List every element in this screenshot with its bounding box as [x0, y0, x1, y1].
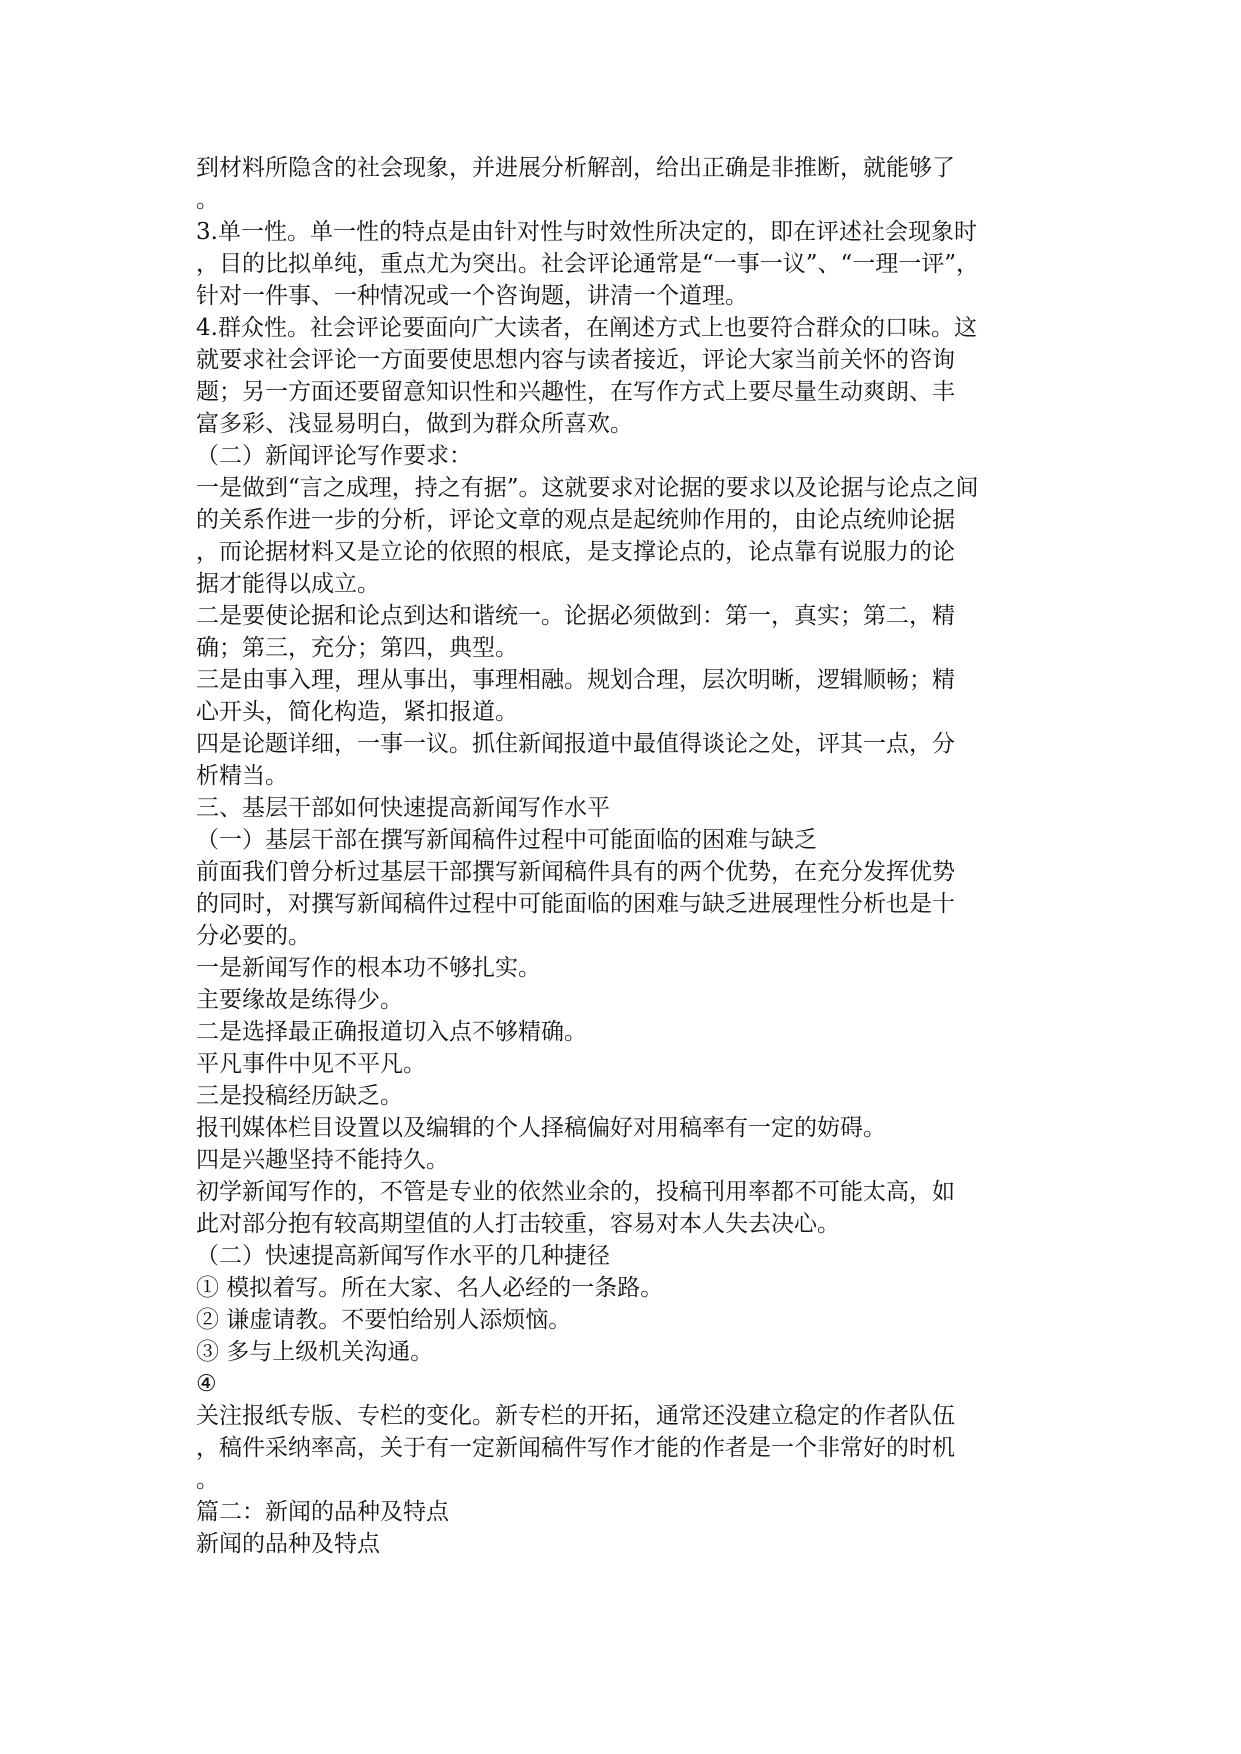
list-item: ② 谦虚请教。不要怕给别人添烦恼。 — [196, 1307, 572, 1333]
section-heading: （一）基层干部在撰写新闻稿件过程中可能面临的困难与缺乏 — [196, 827, 817, 853]
text-line: ，而论据材料又是立论的依照的根底，是支撑论点的，论点靠有说服力的论 — [196, 539, 955, 565]
text-line: 此对部分抱有较高期望值的人打击较重，容易对本人失去决心。 — [196, 1211, 840, 1237]
text-line: 四是兴趣坚持不能持久。 — [196, 1147, 449, 1173]
list-item: ① 模拟着写。所在大家、名人必经的一条路。 — [196, 1275, 664, 1301]
text-line: 前面我们曾分析过基层干部撰写新闻稿件具有的两个优势，在充分发挥优势 — [196, 859, 955, 885]
text-line: 心开头，简化构造，紧扣报道。 — [196, 699, 518, 725]
text-line: 。 — [196, 187, 219, 213]
text-line: 确；第三，充分；第四，典型。 — [196, 635, 518, 661]
text-line: 初学新闻写作的，不管是专业的依然业余的，投稿刊用率都不可能太高，如 — [196, 1179, 955, 1205]
section-heading: 三、基层干部如何快速提高新闻写作水平 — [196, 795, 610, 821]
text-line: 分必要的。 — [196, 923, 311, 949]
text-line: 4.群众性。社会评论要面向广大读者，在阐述方式上也要符合群众的口味。这 — [196, 315, 977, 341]
text-line: 析精当。 — [196, 763, 288, 789]
text-line: 的关系作进一步的分析，评论文章的观点是起统帅作用的，由论点统帅论据 — [196, 507, 955, 533]
text-line: 富多彩、浅显易明白，做到为群众所喜欢。 — [196, 411, 633, 437]
text-line: 题；另一方面还要留意知识性和兴趣性，在写作方式上要尽量生动爽朗、丰 — [196, 379, 955, 405]
list-item: ③ 多与上级机关沟通。 — [196, 1339, 434, 1365]
text-line: 主要缘故是练得少。 — [196, 987, 403, 1013]
text-line: 关注报纸专版、专栏的变化。新专栏的开拓，通常还没建立稳定的作者队伍 — [196, 1403, 955, 1429]
text-line: 就要求社会评论一方面要使思想内容与读者接近，评论大家当前关怀的咨询 — [196, 347, 955, 373]
text-line: 一是做到“言之成理，持之有据”。这就要求对论据的要求以及论据与论点之间 — [196, 475, 979, 501]
text-line: 报刊媒体栏目设置以及编辑的个人择稿偏好对用稿率有一定的妨碍。 — [196, 1115, 886, 1141]
text-line: 的同时，对撰写新闻稿件过程中可能面临的困难与缺乏进展理性分析也是十 — [196, 891, 955, 917]
text-line: 。 — [196, 1467, 219, 1493]
list-item: ④ — [196, 1371, 217, 1397]
text-line: 到材料所隐含的社会现象，并进展分析解剖，给出正确是非推断，就能够了 — [196, 155, 955, 181]
text-line: 三是由事入理，理从事出，事理相融。规划合理，层次明晰，逻辑顺畅；精 — [196, 667, 955, 693]
text-line: 据才能得以成立。 — [196, 571, 380, 597]
text-line: 三是投稿经历缺乏。 — [196, 1083, 403, 1109]
text-line: 四是论题详细，一事一议。抓住新闻报道中最值得谈论之处，评其一点，分 — [196, 731, 955, 757]
document-body — [196, 152, 1076, 1560]
section-heading: （二）快速提高新闻写作水平的几种捷径 — [196, 1243, 610, 1269]
section-heading: （二）新闻评论写作要求： — [196, 443, 472, 469]
text-line: ，目的比拟单纯，重点尤为突出。社会评论通常是“一事一议”、“一理一评”， — [196, 251, 980, 277]
text-line: 二是选择最正确报道切入点不够精确。 — [196, 1019, 587, 1045]
section-heading: 篇二：新闻的品种及特点 — [196, 1499, 449, 1525]
section-heading: 新闻的品种及特点 — [196, 1531, 380, 1557]
text-line: 一是新闻写作的根本功不够扎实。 — [196, 955, 541, 981]
text-line: 平凡事件中见不平凡。 — [196, 1051, 426, 1077]
text-line: ，稿件采纳率高，关于有一定新闻稿件写作才能的作者是一个非常好的时机 — [196, 1435, 955, 1461]
text-line: 3.单一性。单一性的特点是由针对性与时效性所决定的，即在评述社会现象时 — [196, 219, 977, 245]
text-line: 针对一件事、一种情况或一个咨询题，讲清一个道理。 — [196, 283, 748, 309]
text-line: 二是要使论据和论点到达和谐统一。论据必须做到：第一，真实；第二，精 — [196, 603, 955, 629]
